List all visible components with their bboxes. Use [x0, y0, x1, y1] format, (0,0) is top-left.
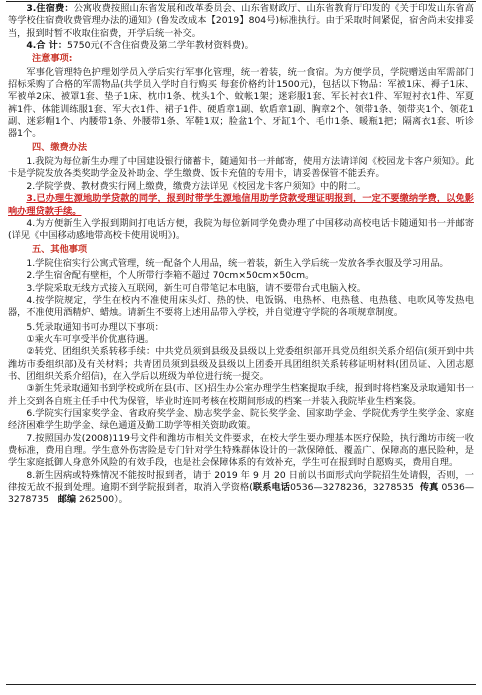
total-text: 5750元(不含住宿费及第二学年教材资料费)。 [67, 40, 254, 52]
payment-item-1: 1.我院为每位新生办理了中国建设银行储蓄卡，随通知书一并邮寄，使用方法请详阅《校园龙卡客户须知》。此卡是学院发放各类奖助学金及补助金、学生缴费、饭卡充值的专用卡，请妥善保管不能丢弃。 [8, 156, 474, 180]
payment-heading: 四、缴费办法 [32, 141, 88, 153]
contact-phone-label: 联系电话 [252, 482, 291, 494]
other-item-5-sub-2: ②转党、团组织关系转移手续：中共党员须到县级及县级以上党委组织部开具党员组织关系介绍信(须开到中共潍坊市委组织部)及有关材料；共青团员须到县级及县级以上团委开具团组织关系转移证明材料(团员证、入团志愿书、团组织关系介绍信)，在入学后以班级为单位进行统一提交。 [8, 346, 474, 382]
other-item-1: 1.学院住宿实行公寓式管理，统一配备个人用品，统一着装，新生入学后统一发放各季衣服及学习用品。 [26, 257, 449, 269]
notes-paragraph: 军事化管理特色护理划学员入学后实行军事化管理，统一着装，统一食宿。为方便学员，学院赠送由军需部门招标采购了合格的军需物品(共学员入学时自行购买 每套价格约计1500元)，包括以下物品：军被1床、褥子1床、军被单2床、被罩1套、垫子1床、枕巾1条、枕头1个、蚊帐1架；迷彩服1套、军长衬衣1件、军短衬衣1件、军夏裤1件、体能训练服1套、军大衣1件、裙子1件、硬盾章1副、软盾章1副、胸章2个、领带1条、领带夹1个、领花1副、迷彩帽1个、内腰带1条、外腰带1条、军鞋1双；脸盆1个、牙缸1个、毛巾1条、暖瓶1把；隔离衣1套、听诊器1个。 [8, 66, 474, 140]
accommodation-label: 3.住宿费： [26, 3, 74, 14]
postcode-label: 邮编 [57, 494, 77, 506]
other-item-5-sub-3: ③新生凭录取通知书到学校或所在县(市、区)招生办公室办理学生档案提取手续，报到时将档案及录取通知书一并上交到各自班主任手中代为保管，毕业时连同考核在校期间形成的档案一并装入我院毕业生档案袋。 [8, 383, 474, 407]
total-label: 4.合 计： [26, 40, 68, 52]
other-item-6: 6.学院实行国家奖学金、省政府奖学金、励志奖学金、院长奖学金、国家助学金、学院优秀学生奖学金、家庭经济困难学生助学金、绿色通道及勤工助学等相关资助政策。 [8, 408, 474, 432]
fax-number: 0536—3278735 [8, 482, 475, 506]
accommodation-text: 公寓收费按照山东省发展和改革委员会、山东省财政厅、山东省教育厅印发的《关于印发山东省高等学校住宿费收费管理办法的通知》(鲁发改成本【2019】804号)标准执行。由于采取时间紧促，宿舍尚未安排妥当，报到时暂不收取住宿费，开学后统一补交。 [8, 3, 474, 39]
other-item-3: 3.学院采取无线方式接入互联网，新生可自带笔记本电脑，请不要带台式电脑入校。 [26, 282, 366, 294]
other-item-8 [8, 470, 474, 507]
total-paragraph [8, 40, 474, 52]
fax-label: 传真 [419, 482, 439, 494]
accommodation-paragraph [8, 3, 474, 40]
other-heading: 五、其他事项 [32, 243, 88, 255]
other-item-5-intro: 5.凭录取通知书可办理以下事项： [26, 321, 164, 333]
notes-heading: 注意事项: [32, 53, 73, 65]
other-item-7: 7.按照国办发(2008)119号文件和潍坊市相关文件要求，在校大学生要办理基本医疗保险，执行潍坊市统一收费标准，费用自理。学生意外伤害险是专门针对学生特殊群体设计的一款保障低、覆盖广、保障高的惠民险种，是学生家庭抵御人身意外风险的有效手段，也是社会保障体系的有效补充，学生可在报到时自愿购买，费用自理。 [8, 432, 474, 469]
contact-phone-numbers: 0536—3278236，3278535 [290, 482, 414, 494]
other-item-2: 2.学生宿舍配有壁柜，个人所带行李箱不超过 70cm×50cm×50cm。 [26, 270, 315, 282]
postcode-value: 262500 [78, 494, 115, 506]
payment-item-4: 4.为方便新生入学报到期间打电话方便，我院为每位新同学免费办理了中国移动高校电话卡随通知书一并邮寄(详见《中国移动感地带高校卡使用说明》)。 [8, 217, 474, 242]
other-item-5-sub-1: ①乘火车可享受半价优惠待遇。 [26, 333, 155, 345]
payment-item-2: 2.学院学费、教材费实行网上缴费，缴费方法详见《校园龙卡客户须知》中的附二。 [26, 180, 366, 192]
other-item-4: 4.按学院规定，学生在校内不准使用床头灯、热的快、电饭锅、电热杯、电热毯、电热毯、电吹风等发热电器，不准使用酒精炉、蜡烛。请新生不要将上述用品带入学校，并自觉遵守学院的各项规章制度。 [8, 294, 474, 319]
top-rule [6, 1, 476, 2]
other-item-8-text: 8.新生因病或特殊情况不能按时报到者，请于 2019 年 9 月 20 日前以书面形式向学院招生处请假，否则，一律按无故不报到处理。逾期不到学院报到者，取消入学资格( [8, 469, 474, 494]
payment-item-3-highlight: 3.已办理生源地助学贷款的同学，报到时带学生源地信用助学贷款受理证明报到，一定不要缴纳学费，以免影响办理贷款手续。 [8, 193, 474, 217]
document-body [8, 3, 474, 507]
bottom-rule [6, 684, 476, 685]
other-item-8-end: ）。 [114, 494, 128, 506]
